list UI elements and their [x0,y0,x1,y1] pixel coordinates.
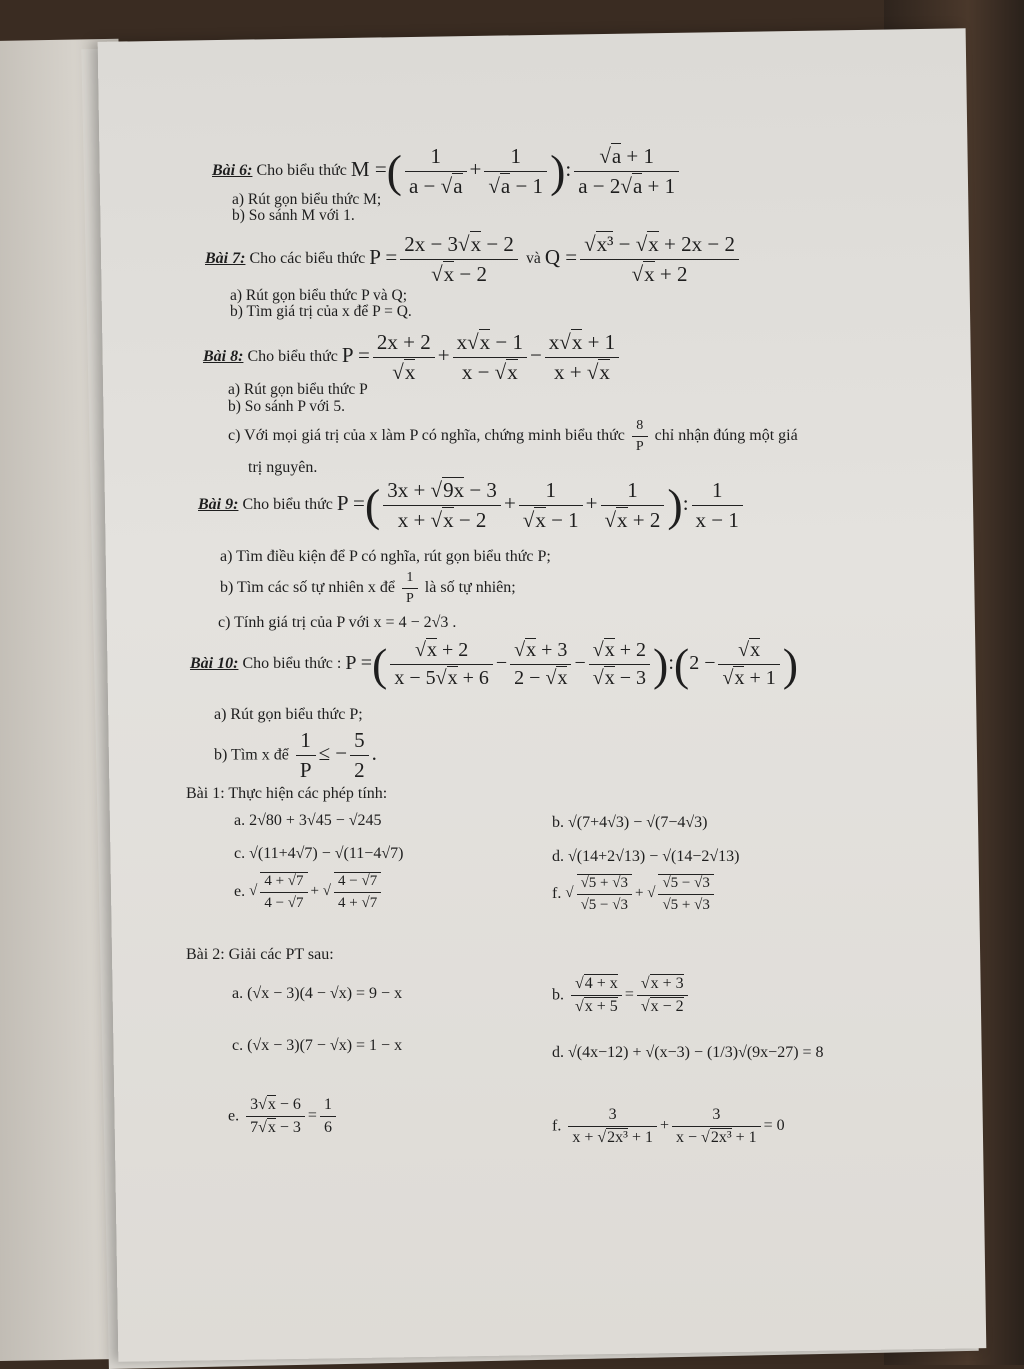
bai10-header: Bài 10: Cho biểu thức : P =( $\frac{√x + 2}{x - 5√x + 6}$ − $\frac{√x + 3}{2 - √x}$ − $\frac{√x + 2}{√x - 3}$ ):(2 − $\frac{√x}{√x + 1}$ ) [190,639,799,690]
bai8-b: b) So sánh P với 5. [228,398,345,415]
bai9-c: c) Tính giá trị của P với x = 4 − 2√3 . [218,614,457,631]
bai7-formula-q: Q = $\frac{\text{√x³ − √x + 2x − 2}}{√x + 2}$ [545,245,742,269]
bai1-f: f. √ $\frac{√5 + √3}{√5 - √3}$ + √ $\frac{√5 - √3}{√5 + √3}$ [552,874,717,914]
bai6-formula: M =( $\frac{1}{a - √a}$ + $\frac{1}{√a - 1}$ ): $\frac{√a + 1}{a - 2√a + 1}$ [351,157,682,181]
bai10-a: a) Rút gọn biểu thức P; [214,706,363,723]
bai6-header: Bài 6: Cho biểu thức M =( $\frac{1}{a - √a}$ + $\frac{1}{√a - 1}$ ): $\frac{√a + 1}{a - 2√a + 1}$ [212,144,682,199]
bai9-formula: P =( $\frac{3x + √9x - 3}{x + √x - 2}$ + $\frac{1}{√x - 1}$ + $\frac{1}{√x + 2}$ ): $\frac{1}{x - 1}$ [337,491,746,515]
bai6-a: a) Rút gọn biểu thức M; [232,191,382,208]
bai1-a: a. 2√80 + 3√45 − √245 [234,812,382,829]
bai1-b: b. √(7+4√3) − √(7−4√3) [552,814,708,831]
bai8-c: c) Với mọi giá trị của x làm P có nghĩa, chứng minh biểu thức $\frac{8}{P}$ chỉ nhận đúng một giá [228,418,798,454]
bai6-b: b) So sánh M với 1. [232,207,355,224]
bai9-b: b) Tìm các số tự nhiên x để $\frac{1}{P}$ là số tự nhiên; [220,570,516,606]
bai9-a: a) Tìm điều kiện để P có nghĩa, rút gọn biểu thức P; [220,548,551,565]
bai10-b: b) Tìm x để $\frac{1}{P}$ ≤ − $\frac{5}{2}$ . [214,728,377,782]
bai7-b: b) Tìm giá trị của x để P = Q. [230,303,412,320]
bai8-c-cont: trị nguyên. [248,459,318,476]
bai8-formula: P = $\frac{2x + 2}{√x}$ + $\frac{x√x - 1}{x - √x}$ − $\frac{x√x + 1}{x + √x}$ [342,343,622,367]
bai1-e: e. √ $\frac{4 + √7}{4 - √7}$ + √ $\frac{4 - √7}{4 + √7}$ [234,872,384,912]
bai2-e: e. $\frac{3√x - 6}{7√x - 3}$ = $\frac{1}{6}$ [228,1096,339,1137]
bai2-a: a. (√x − 3)(4 − √x) = 9 − x [232,985,403,1002]
bai2-d: d. √(4x−12) + √(x−3) − (1/3)√(9x−27) = 8 [552,1044,824,1061]
bai7-formula-p: P = $\frac{2x - 3√x - 2}{√x - 2}$ [369,245,526,269]
bai8-a: a) Rút gọn biểu thức P [228,381,368,398]
bai7-header: Bài 7: Cho các biểu thức P = $\frac{2x - 3√x - 2}{√x - 2}$ và Q = $\frac{\text{√x³ − √x + 2x − 2}}{√x + 2}$ [205,232,742,287]
bai1-title: Bài 1: Thực hiện các phép tính: [186,785,388,802]
bai1-c: c. √(11+4√7) − √(11−4√7) [234,845,404,862]
bai1-d: d. √(14+2√13) − √(14−2√13) [552,848,740,865]
bai8-header: Bài 8: Cho biểu thức P = $\frac{2x + 2}{√x}$ + $\frac{x√x - 1}{x - √x}$ − $\frac{x√x + 1}{x + √x}$ [203,330,622,385]
bai2-f: f. $\frac{3}{\text{x + √2x³ + 1}}$ + $\frac{3}{\text{x − √2x³ + 1}}$ = 0 [552,1106,785,1146]
bai2-title: Bài 2: Giải các PT sau: [186,946,334,963]
bai7-a: a) Rút gọn biểu thức P và Q; [230,287,408,304]
bai2-b: b. $\frac{√4 + x}{√x + 5}$ = $\frac{√x + 3}{√x - 2}$ [552,975,691,1016]
bai10-formula: P =( $\frac{√x + 2}{x - 5√x + 6}$ − $\frac{√x + 3}{2 - √x}$ − $\frac{√x + 2}{√x - 3}$ ):(2 − $\frac{√x}{√x + 1}$ ) [345,639,799,690]
bai9-header: Bài 9: Cho biểu thức P =( $\frac{3x + √9x - 3}{x + √x - 2}$ + $\frac{1}{√x - 1}$ + $\frac{1}{√x + 2}$ ): $\frac{1}{x - 1}$ [198,478,746,533]
bai2-c: c. (√x − 3)(7 − √x) = 1 − x [232,1037,403,1054]
